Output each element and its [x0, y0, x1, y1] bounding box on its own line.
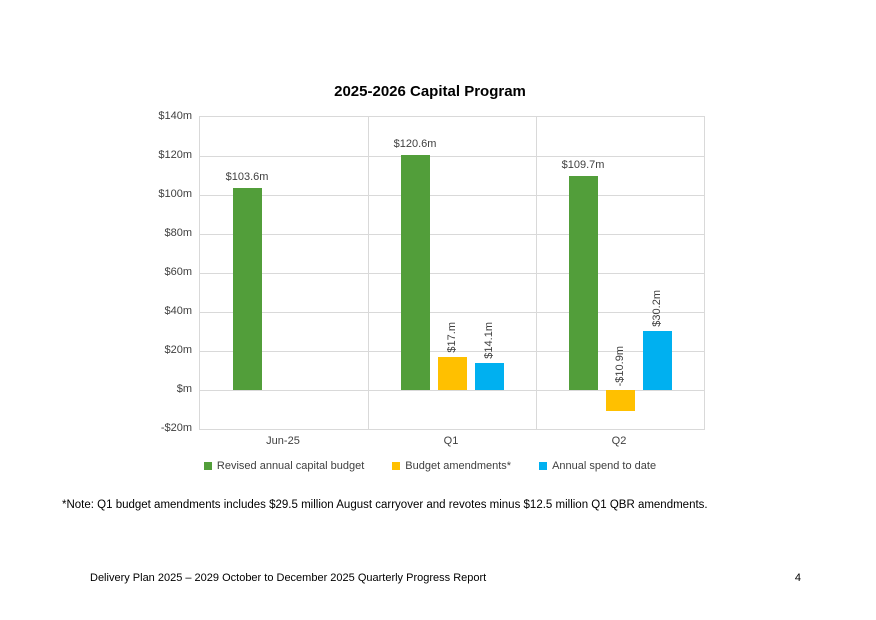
legend: [125, 460, 735, 472]
y-axis-label: -$20m: [160, 422, 192, 434]
gridline: [200, 312, 704, 313]
x-axis: [199, 434, 703, 450]
legend-item-2: [539, 460, 656, 472]
gridline: [200, 273, 704, 274]
bar-label: $30.2m: [651, 290, 663, 328]
bar-label: $17.m: [446, 322, 458, 353]
bar-1-2: [606, 390, 635, 411]
bar-2-1: [475, 363, 504, 390]
x-axis-label: Q2: [611, 435, 627, 447]
x-axis-label: Q1: [443, 435, 459, 447]
x-axis-label: Jun-25: [266, 435, 300, 447]
legend-swatch-icon: [392, 462, 400, 470]
y-axis-label: $100m: [158, 188, 192, 200]
legend-label: Annual spend to date: [552, 460, 657, 472]
page-number: 4: [794, 572, 801, 584]
bar-label: $120.6m: [393, 137, 437, 150]
bar-label: $103.6m: [225, 170, 269, 183]
bar-0-0: [233, 188, 262, 390]
y-axis-label: $40m: [164, 305, 192, 317]
gridline: [200, 195, 704, 196]
gridline: [200, 234, 704, 235]
legend-item-0: [204, 460, 364, 472]
gridline: [536, 117, 537, 429]
legend-swatch-icon: [204, 462, 212, 470]
footer-text: Delivery Plan 2025 – 2029 October to December 2025 Quarterly Progress Report: [90, 572, 487, 584]
legend-swatch-icon: [539, 462, 547, 470]
y-axis-label: $120m: [158, 149, 192, 161]
plot-area: [199, 116, 705, 430]
bar-label: -$10.9m: [614, 345, 626, 386]
bar-label: $14.1m: [483, 321, 495, 359]
note-text: *Note: Q1 budget amendments includes $29.5 million August carryover and revotes minus $12.5 million Q1 QBR amendments.: [62, 499, 708, 511]
y-axis-label: $140m: [158, 110, 192, 122]
y-axis-label: $m: [176, 383, 192, 395]
y-axis: [125, 110, 192, 434]
bar-0-1: [401, 155, 430, 390]
y-axis-label: $80m: [164, 227, 192, 239]
gridline: [368, 117, 369, 429]
y-axis-label: $60m: [164, 266, 192, 278]
footer: [90, 572, 801, 584]
bar-0-2: [569, 176, 598, 390]
legend-label: Revised annual capital budget: [216, 460, 365, 472]
bar-label: $109.7m: [561, 159, 605, 172]
bar-1-1: [438, 357, 467, 390]
legend-label: Budget amendments*: [405, 460, 512, 472]
legend-item-1: [392, 460, 511, 472]
capital-program-chart: [125, 78, 735, 482]
y-axis-label: $20m: [164, 344, 192, 356]
gridline: [200, 156, 704, 157]
bar-2-2: [643, 331, 672, 390]
chart-title: 2025-2026 Capital Program: [334, 83, 526, 100]
